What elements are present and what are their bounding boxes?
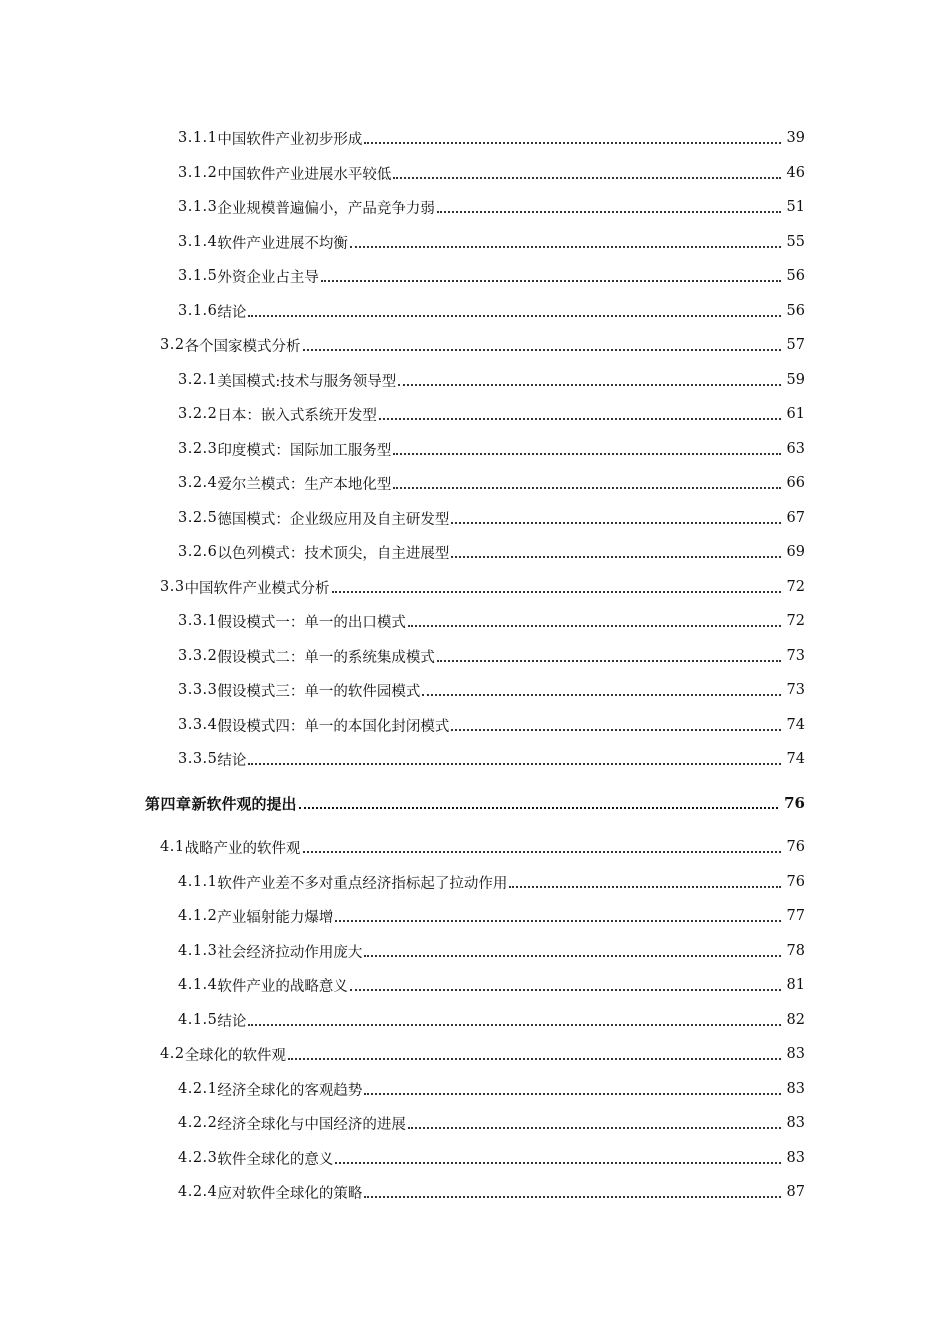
toc-entry-number: 3.3.5	[178, 751, 218, 767]
dot-leader	[335, 920, 780, 922]
toc-entry[interactable]	[178, 714, 805, 736]
toc-entry-number: 3.1.6	[178, 303, 218, 319]
toc-entry-title: 中国软件产业进展水平较低	[217, 166, 392, 183]
toc-entry-page-number: 59	[786, 372, 805, 388]
toc-entry-page-number: 72	[786, 579, 805, 595]
dot-leader	[248, 763, 780, 765]
toc-entry-title: 美国模式:技术与服务领导型	[217, 373, 397, 390]
toc-entry-number: 3.3	[160, 579, 185, 595]
toc-entry-title: 以色列模式：技术顶尖，自主进展型	[217, 545, 450, 562]
toc-entry-page-number: 83	[786, 1150, 805, 1166]
toc-entry-title: 软件全球化的意义	[217, 1151, 334, 1168]
toc-entry-title: 假设模式三：单一的软件园模式	[217, 683, 421, 700]
toc-entry-number: 4.1.5	[178, 1012, 218, 1028]
toc-entry[interactable]	[178, 1009, 805, 1031]
toc-entry[interactable]	[178, 610, 805, 632]
toc-entry[interactable]	[178, 300, 805, 322]
toc-entry[interactable]	[178, 507, 805, 529]
toc-entry-page-number: 63	[786, 441, 805, 457]
toc-entry-number: 4.1.2	[178, 908, 218, 924]
toc-entry-title: 产业辐射能力爆增	[217, 909, 334, 926]
toc-entry-number: 3.3.4	[178, 717, 218, 733]
toc-entry-number: 3.2	[160, 337, 185, 353]
dot-leader	[422, 694, 780, 696]
toc-entry[interactable]	[160, 1043, 805, 1065]
toc-entry-page-number: 73	[786, 648, 805, 664]
toc-entry-number: 4.1.1	[178, 874, 218, 890]
toc-entry[interactable]	[178, 265, 805, 287]
toc-entry-page-number: 67	[786, 510, 805, 526]
toc-entry[interactable]	[178, 1078, 805, 1100]
toc-entry-number: 4.2.2	[178, 1115, 218, 1131]
toc-entry-number: 3.1.1	[178, 130, 218, 146]
dot-leader	[393, 177, 780, 179]
toc-entry-page-number: 55	[786, 234, 805, 250]
toc-entry-title: 软件产业差不多对重点经济指标起了拉动作用	[217, 875, 508, 892]
toc-entry-page-number: 57	[786, 337, 805, 353]
toc-entry-page-number: 76	[786, 839, 805, 855]
dot-leader	[393, 487, 780, 489]
toc-entry-page-number: 81	[786, 977, 805, 993]
toc-entry-title: 德国模式：企业级应用及自主研发型	[217, 511, 450, 528]
toc-entry-number: 3.1.3	[178, 199, 218, 215]
toc-entry-title: 假设模式四：单一的本国化封闭模式	[217, 718, 450, 735]
toc-entry-title: 战略产业的软件观	[184, 840, 301, 857]
toc-entry-title: 软件产业进展不均衡	[217, 235, 348, 252]
toc-entry-page-number: 87	[786, 1184, 805, 1200]
toc-entry-title: 结论	[217, 752, 247, 769]
toc-entry-title: 日本：嵌入式系统开发型	[217, 407, 377, 424]
toc-entry-page-number: 77	[786, 908, 805, 924]
toc-entry-page-number: 83	[786, 1046, 805, 1062]
toc-entry-number: 3.2.2	[178, 406, 218, 422]
dot-leader	[393, 453, 780, 455]
toc-entry-number: 3.1.2	[178, 165, 218, 181]
toc-entry-number: 3.2.6	[178, 544, 218, 560]
toc-entry-title: 社会经济拉动作用庞大	[217, 944, 363, 961]
dot-leader	[364, 1196, 780, 1198]
dot-leader	[332, 591, 781, 593]
toc-entry-number: 4.1.4	[178, 977, 218, 993]
dot-leader	[364, 142, 780, 144]
dot-leader	[335, 1162, 780, 1164]
toc-entry-number: 4.2.1	[178, 1081, 218, 1097]
dot-leader	[364, 1093, 780, 1095]
toc-entry-number: 3.2.1	[178, 372, 218, 388]
toc-entry[interactable]	[178, 1112, 805, 1134]
toc-entry-page-number: 46	[786, 165, 805, 181]
toc-entry-page-number: 83	[786, 1081, 805, 1097]
toc-entry-page-number: 82	[786, 1012, 805, 1028]
toc-entry-page-number: 56	[786, 268, 805, 284]
toc-entry-title: 新软件观的提出	[191, 794, 297, 813]
toc-entry-title: 全球化的软件观	[184, 1047, 287, 1064]
toc-entry-title: 爱尔兰模式：生产本地化型	[217, 476, 392, 493]
toc-entry[interactable]	[178, 974, 805, 996]
toc-entry-number: 3.3.3	[178, 682, 218, 698]
dot-leader	[299, 807, 779, 809]
toc-entry-number: 3.1.4	[178, 234, 218, 250]
toc-entry-title: 假设模式二：单一的系统集成模式	[217, 649, 435, 666]
toc-entry[interactable]	[178, 438, 805, 460]
dot-leader	[437, 211, 781, 213]
toc-entry[interactable]	[178, 1147, 805, 1169]
toc-entry-number: 3.2.5	[178, 510, 218, 526]
dot-leader	[437, 660, 781, 662]
toc-entry-number: 3.2.3	[178, 441, 218, 457]
toc-entry-title: 软件产业的战略意义	[217, 978, 348, 995]
toc-entry-page-number: 76	[786, 874, 805, 890]
dot-leader	[321, 280, 781, 282]
toc-entry-page-number: 61	[786, 406, 805, 422]
toc-entry-title: 企业规模普遍偏小，产品竞争力弱	[217, 200, 435, 217]
toc-entry-title: 经济全球化的客观趋势	[217, 1082, 363, 1099]
toc-entry[interactable]	[160, 576, 805, 598]
toc-entry-number: 3.3.1	[178, 613, 218, 629]
toc-entry-title: 各个国家模式分析	[184, 338, 301, 355]
toc-entry-number: 3.2.4	[178, 475, 218, 491]
toc-entry-number: 3.3.2	[178, 648, 218, 664]
toc-entry-number: 4.1	[160, 839, 185, 855]
toc-entry-title: 中国软件产业模式分析	[184, 580, 330, 597]
toc-entry[interactable]	[178, 231, 805, 253]
toc-entry[interactable]	[178, 472, 805, 494]
dot-leader	[303, 851, 781, 853]
toc-entry-page-number: 39	[786, 130, 805, 146]
toc-entry[interactable]	[178, 679, 805, 701]
toc-entry-title: 假设模式一：单一的出口模式	[217, 614, 406, 631]
dot-leader	[288, 1058, 780, 1060]
dot-leader	[509, 886, 780, 888]
dot-leader	[451, 556, 780, 558]
toc-entry-number: 4.2.4	[178, 1184, 218, 1200]
toc-entry-page-number: 74	[786, 717, 805, 733]
toc-entry-number: 4.1.3	[178, 943, 218, 959]
toc-entry-title: 结论	[217, 304, 247, 321]
toc-entry[interactable]	[160, 836, 805, 858]
toc-entry-title: 印度模式：国际加工服务型	[217, 442, 392, 459]
toc-entry-number: 第四章	[145, 794, 192, 813]
toc-entry[interactable]	[178, 162, 805, 184]
toc-entry-title: 结论	[217, 1013, 247, 1030]
toc-entry-page-number: 51	[786, 199, 805, 215]
toc-entry[interactable]	[178, 541, 805, 563]
toc-entry[interactable]	[178, 1181, 805, 1203]
toc-entry[interactable]	[178, 940, 805, 962]
dot-leader	[379, 418, 781, 420]
dot-leader	[350, 246, 781, 248]
toc-entry-title: 外资企业占主导	[217, 269, 319, 286]
toc-entry-page-number: 83	[786, 1115, 805, 1131]
dot-leader	[303, 349, 781, 351]
toc-entry[interactable]	[178, 369, 805, 391]
dot-leader	[398, 384, 780, 386]
toc-entry-title: 中国软件产业初步形成	[217, 131, 363, 148]
toc-entry-page-number: 72	[786, 613, 805, 629]
toc-entry-number: 3.1.5	[178, 268, 218, 284]
toc-entry-title: 经济全球化与中国经济的进展	[217, 1116, 406, 1133]
toc-entry-page-number: 66	[786, 475, 805, 491]
toc-entry-page-number: 56	[786, 303, 805, 319]
toc-entry-title: 应对软件全球化的策略	[217, 1185, 363, 1202]
toc-entry[interactable]	[160, 334, 805, 356]
toc-entry[interactable]	[178, 748, 805, 770]
toc-entry-page-number: 74	[786, 751, 805, 767]
toc-entry-number: 4.2.3	[178, 1150, 218, 1166]
dot-leader	[350, 989, 781, 991]
toc-chapter-entry[interactable]	[145, 792, 805, 814]
dot-leader	[248, 315, 780, 317]
dot-leader	[451, 729, 780, 731]
dot-leader	[451, 522, 780, 524]
dot-leader	[408, 1127, 781, 1129]
toc-entry-page-number: 78	[786, 943, 805, 959]
dot-leader	[248, 1024, 780, 1026]
toc-entry[interactable]	[178, 403, 805, 425]
toc-entry[interactable]	[178, 196, 805, 218]
toc-entry-page-number: 69	[786, 544, 805, 560]
toc-entry-page-number: 73	[786, 682, 805, 698]
toc-entry[interactable]	[178, 127, 805, 149]
toc-entry[interactable]	[178, 871, 805, 893]
dot-leader	[408, 625, 781, 627]
dot-leader	[364, 955, 780, 957]
toc-entry-page-number: 76	[784, 794, 805, 812]
toc-entry-number: 4.2	[160, 1046, 185, 1062]
toc-entry[interactable]	[178, 905, 805, 927]
toc-entry[interactable]	[178, 645, 805, 667]
